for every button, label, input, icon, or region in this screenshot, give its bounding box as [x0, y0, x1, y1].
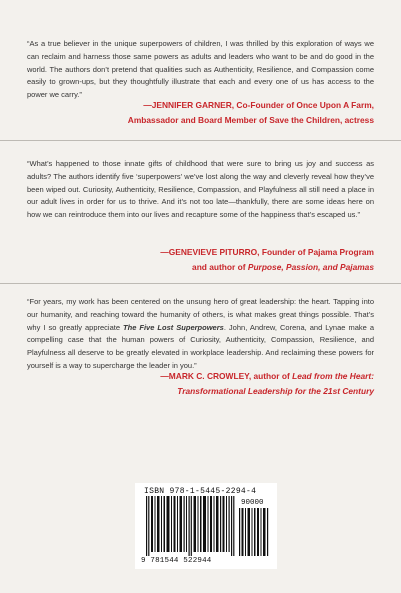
divider: [0, 140, 401, 141]
barcode-bars: [142, 496, 272, 558]
attribution-line: [44, 369, 374, 384]
attribution-line: —JENNIFER GARNER, Co-Founder of Once Upon A Farm,: [143, 100, 374, 110]
attribution-line: —GENEVIEVE PITURRO, Founder of Pajama Program: [160, 247, 374, 257]
book-title: Lead from the Heart:: [292, 371, 374, 381]
attribution-garner: [44, 98, 374, 127]
book-title: Transformational Leadership for the 21st Century: [177, 385, 374, 396]
quote-text: “What’s happened to those innate gifts of childhood that were sure to bring us joy and success as adults? The authors identify five ‘superpowers’ we’ve lost along the way and cleverly reveal how they’ve been wiped out. Curiosity, Authenticity, Resilience, Compassion, and Playfulness all still need a place in our adult lives in order for us to thrive. And it’s not too late—thankfully, there are some ideas here on how we can reintroduce them into our lives and recapture some of the happiness that’s escaped us.”: [27, 159, 374, 220]
quote-text: “As a true believer in the unique superpowers of children, I was thrilled by this exploration of ways we can reclaim and harness those same powers as adults and leaders who want to be and do good in the world. The authors don’t pretend that qualities such as Authenticity, Resilience, and Compassion come easily to grown-ups, but they thoughtfully illustrate that each and every one of us has access to the power we carry.”: [27, 39, 374, 100]
attribution-prefix: and author of: [192, 261, 248, 272]
isbn-label: ISBN 978-1-5445-2294-4: [144, 487, 257, 496]
attribution-prefix: —MARK C. CROWLEY, author of: [160, 371, 293, 381]
quote-crowley: [27, 296, 374, 373]
divider: [0, 283, 401, 284]
quote-garner: [27, 38, 374, 102]
book-title: Purpose, Passion, and Pajamas: [247, 261, 374, 272]
price-code: 90000: [241, 499, 264, 507]
quote-text: [27, 296, 374, 373]
attribution-line: [44, 260, 374, 275]
isbn-barcode: [135, 483, 277, 569]
ean-digits: 9 781544 522944: [141, 557, 212, 565]
quote-text-part: . John, Andrew, Corena, and Lynae make a compelling case that the human powers of Curiosity, Authenticity, Compassion, Resilience, and Playfulness all deserve to be greatly elevated in workplace leadership. And reclaiming these powers for yourself is a way to supercharge the leader in you.”: [27, 322, 374, 370]
attribution-piturro: [44, 245, 374, 274]
attribution-line: [44, 384, 374, 399]
quote-piturro: [27, 158, 374, 222]
book-title: The Five Lost Superpowers: [123, 322, 224, 332]
attribution-crowley: [44, 369, 374, 398]
quote-text-part: “For years, my work has been centered on the unsung hero of great leadership: the heart. Tapping into our humanity, and reaching toward the humanity of others, is what makes great things possible. That’s why I so greatly appreciate: [27, 297, 374, 332]
attribution-line: Ambassador and Board Member of Save the Children, actress: [127, 114, 374, 125]
